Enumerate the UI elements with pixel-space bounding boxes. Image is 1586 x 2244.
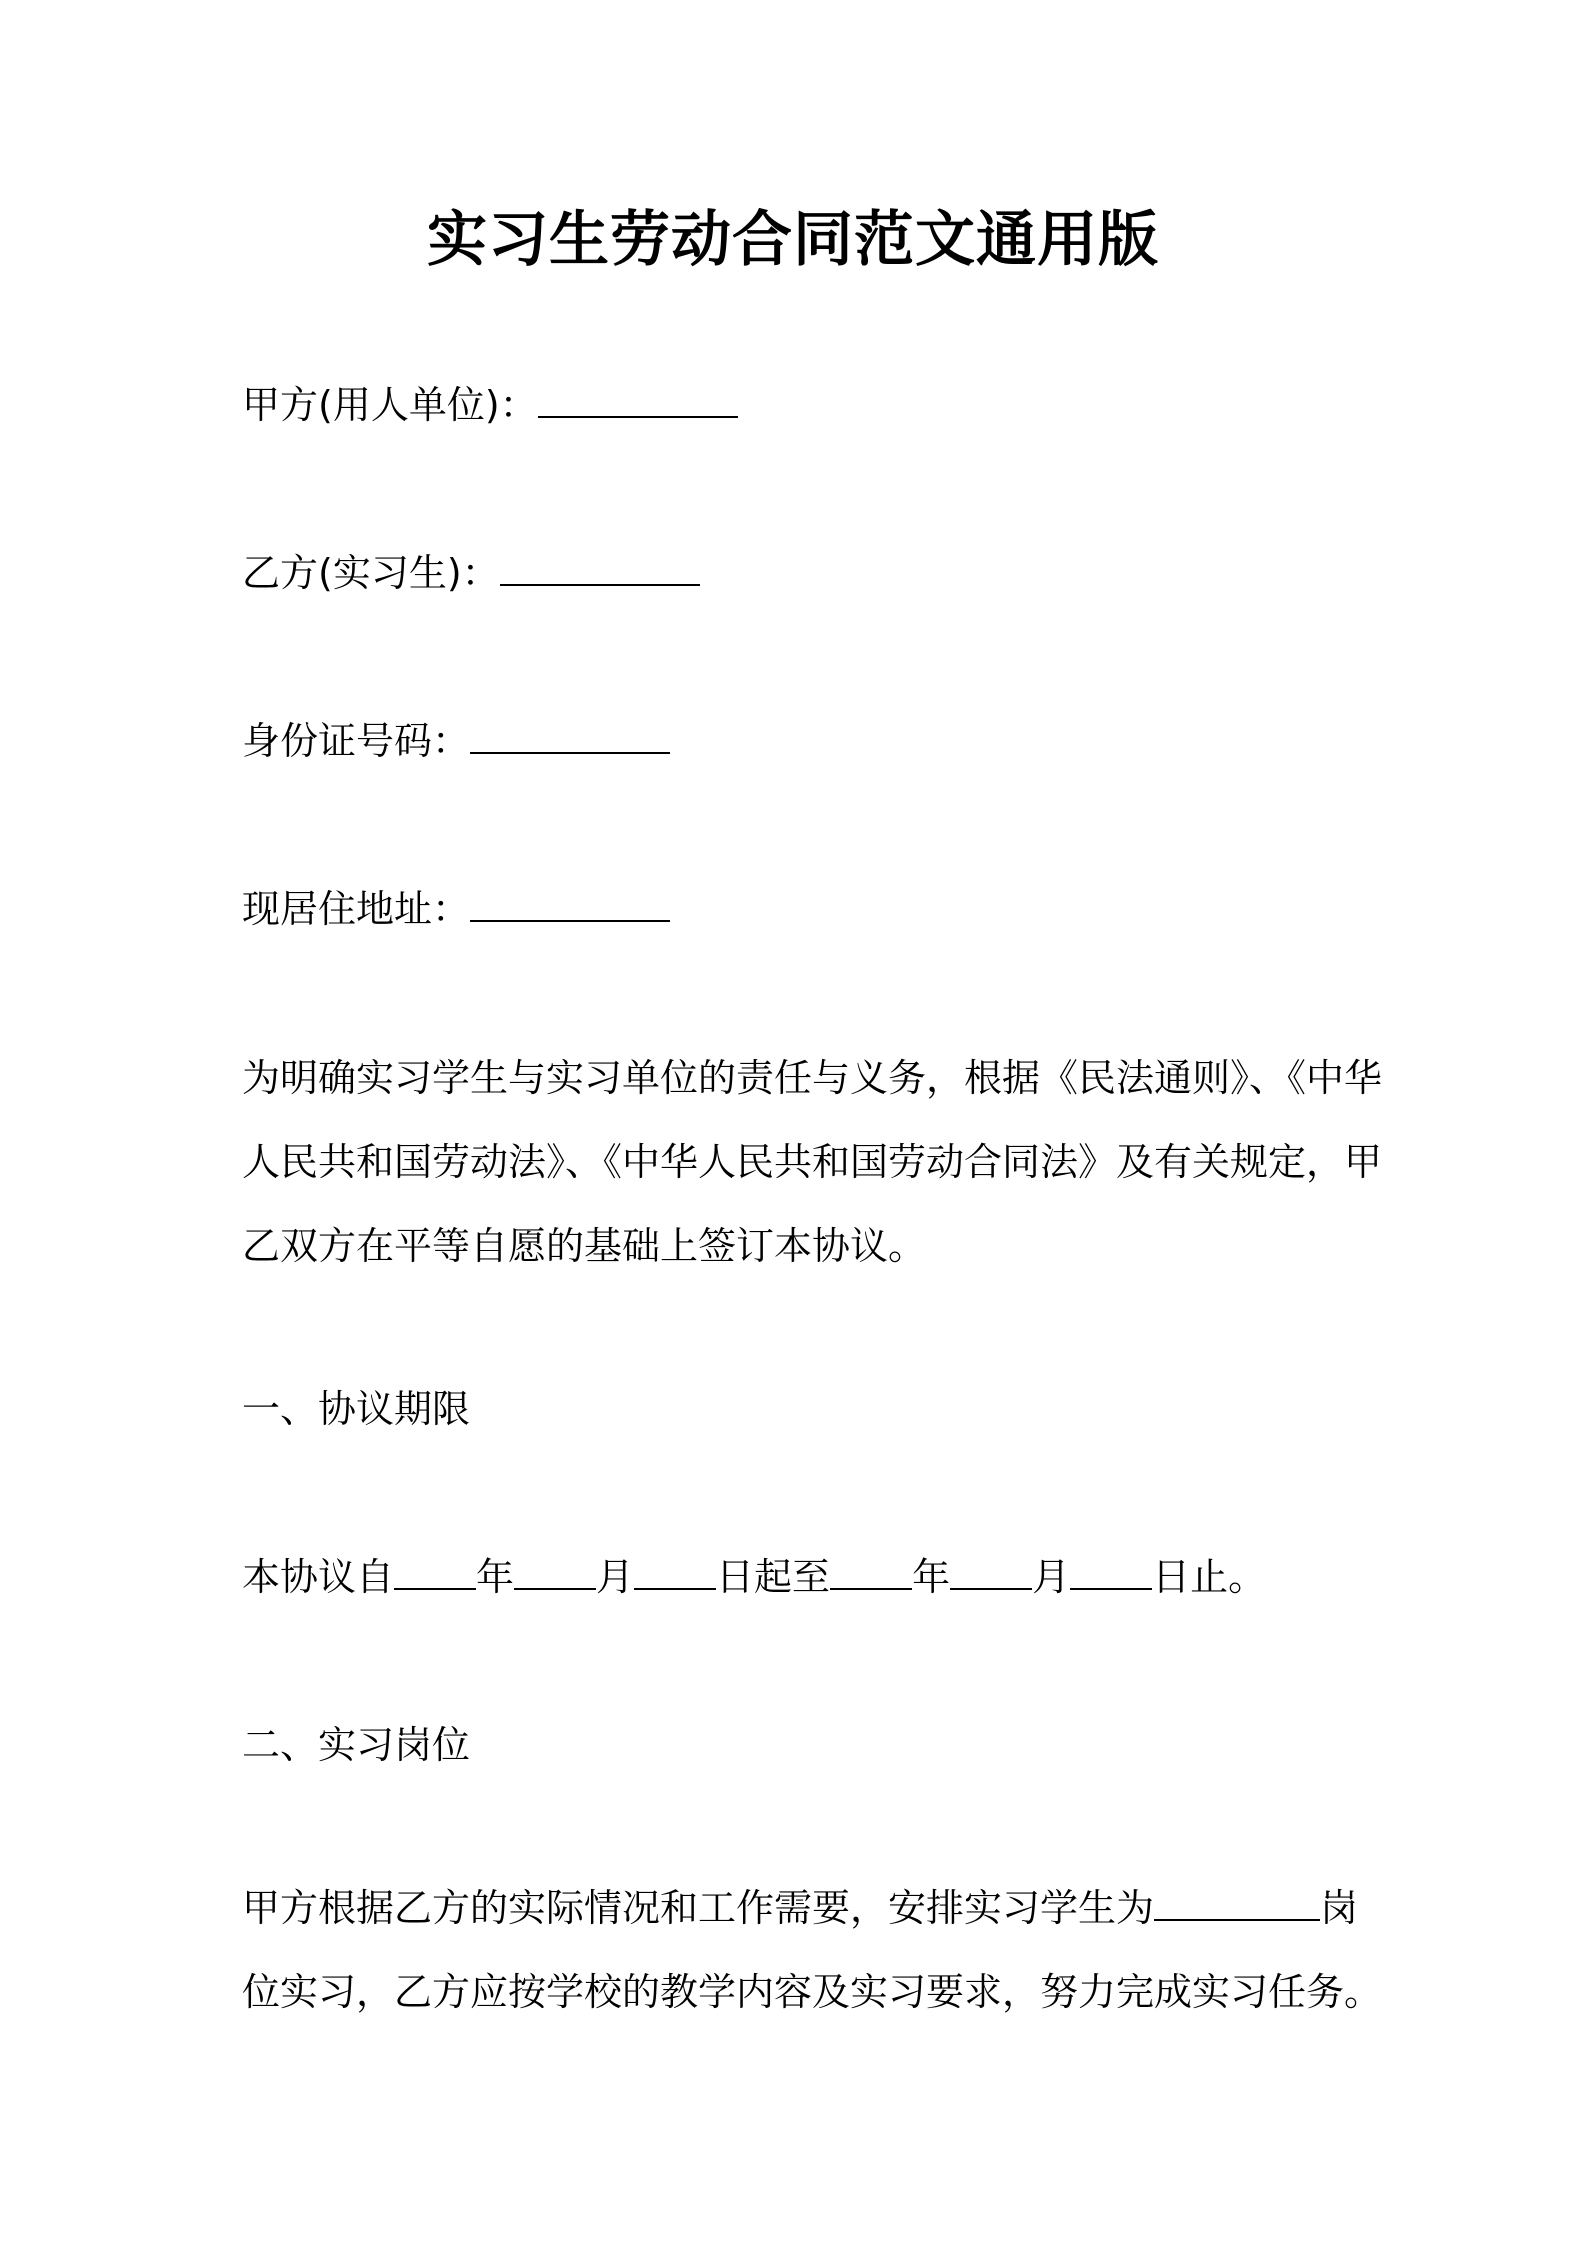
section2-paragraph [242,1866,1383,2034]
field-intern [242,548,700,598]
start-day-blank[interactable] [634,1556,716,1590]
start-month-blank[interactable] [514,1556,596,1590]
field-intern-label: 乙方(实习生)： [242,551,500,595]
intro-line: 为明确实习学生与实习单位的责任与义务，根据《民法通则》、《中华 [242,1056,1383,1100]
term-month2: 月 [1032,1555,1071,1599]
field-employer [242,380,738,430]
intro-paragraph [242,1036,1383,1288]
intro-line: 人民共和国劳动法》、《中华人民共和国劳动合同法》及有关规定，甲 [242,1140,1383,1184]
field-id-number-blank[interactable] [470,720,670,754]
section2-line1-prefix: 甲方根据乙方的实际情况和工作需要，安排实习学生为 [242,1886,1155,1930]
field-employer-label: 甲方(用人单位)： [242,383,538,427]
end-year-blank[interactable] [830,1556,912,1590]
end-day-blank[interactable] [1070,1556,1152,1590]
field-address [242,884,670,934]
term-day1: 日起至 [716,1555,831,1599]
section2-heading: 二、实习岗位 [242,1723,471,1767]
field-employer-blank[interactable] [538,384,738,418]
section2-line1-suffix: 岗 [1320,1886,1359,1930]
field-address-blank[interactable] [470,888,670,922]
field-intern-blank[interactable] [500,552,700,586]
term-line [242,1552,1266,1602]
section1-heading: 一、协议期限 [242,1387,471,1431]
position-blank[interactable] [1154,1887,1320,1921]
section2-line1 [242,1866,1362,1950]
term-day2: 日止。 [1152,1555,1267,1599]
term-month1: 月 [596,1555,635,1599]
section2-line2: 位实习，乙方应按学校的教学内容及实习要求，努力完成实习任务。 [242,1970,1383,2014]
field-address-label: 现居住地址： [242,887,471,931]
document-title: 实习生劳动合同范文通用版 [427,205,1159,275]
end-month-blank[interactable] [950,1556,1032,1590]
term-year2: 年 [912,1555,951,1599]
start-year-blank[interactable] [394,1556,476,1590]
field-id-number [242,716,670,766]
field-id-number-label: 身份证号码： [242,719,471,763]
term-year1: 年 [476,1555,515,1599]
intro-line: 乙双方在平等自愿的基础上签订本协议。 [242,1224,927,1268]
term-prefix: 本协议自 [242,1555,395,1599]
